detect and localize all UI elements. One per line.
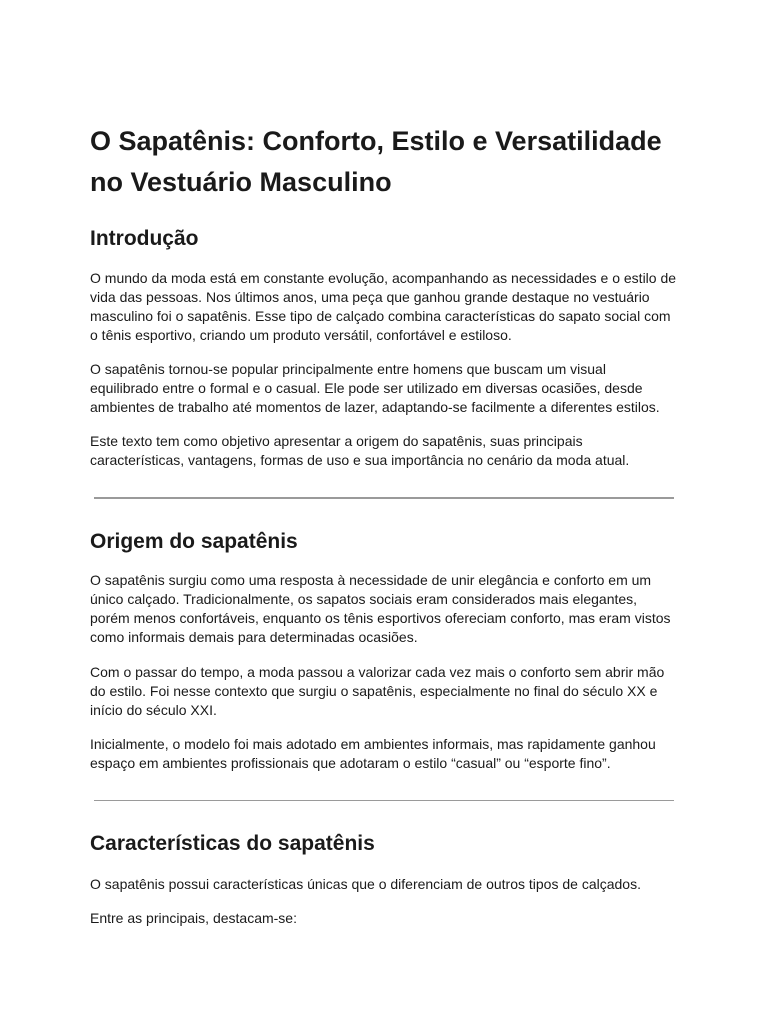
paragraph: Entre as principais, destacam-se: bbox=[90, 910, 297, 926]
section-divider bbox=[94, 497, 674, 499]
document-title: O Sapatênis: Conforto, Estilo e Versatilidade no Vestuário Masculino bbox=[90, 126, 662, 197]
section-heading-origem: Origem do sapatênis bbox=[90, 530, 298, 553]
paragraph: O mundo da moda está em constante evolução, acompanhando as necessidades e o estilo de vida das pessoas. Nos últimos anos, uma peça que ganhou grande destaque no vestuário masculino foi o sapatênis. Esse tipo de calçado combina características do sapato social com o tênis esportivo, criando um produto versátil, confortável e estiloso. bbox=[90, 270, 677, 343]
paragraph: O sapatênis possui características únicas que o diferenciam de outros tipos de calçados. bbox=[90, 876, 641, 892]
section-divider bbox=[94, 800, 674, 801]
paragraph: Com o passar do tempo, a moda passou a valorizar cada vez mais o conforto sem abrir mão do estilo. Foi nesse contexto que surgiu o sapatênis, especialmente no final do século XX e início do século XXI. bbox=[90, 664, 665, 718]
section-heading-caracteristicas: Características do sapatênis bbox=[90, 832, 375, 855]
paragraph: O sapatênis tornou-se popular principalmente entre homens que buscam um visual equilibrado entre o formal e o casual. Ele pode ser utilizado em diversas ocasiões, desde ambientes de trabalho até momentos de lazer, adaptando-se facilmente a diferentes estilos. bbox=[90, 361, 660, 415]
section-heading-introducao: Introdução bbox=[90, 227, 199, 250]
paragraph: Este texto tem como objetivo apresentar a origem do sapatênis, suas principais características, vantagens, formas de uso e sua importância no cenário da moda atual. bbox=[90, 433, 630, 468]
paragraph: O sapatênis surgiu como uma resposta à necessidade de unir elegância e conforto em um único calçado. Tradicionalmente, os sapatos sociais eram considerados mais elegantes, porém menos confortáveis, enquanto os tênis esportivos ofereciam conforto, mas eram vistos como informais demais para determinadas ocasiões. bbox=[90, 572, 671, 645]
paragraph: Inicialmente, o modelo foi mais adotado em ambientes informais, mas rapidamente ganhou espaço em ambientes profissionais que adotaram o estilo “casual” ou “esporte fino”. bbox=[90, 736, 656, 771]
